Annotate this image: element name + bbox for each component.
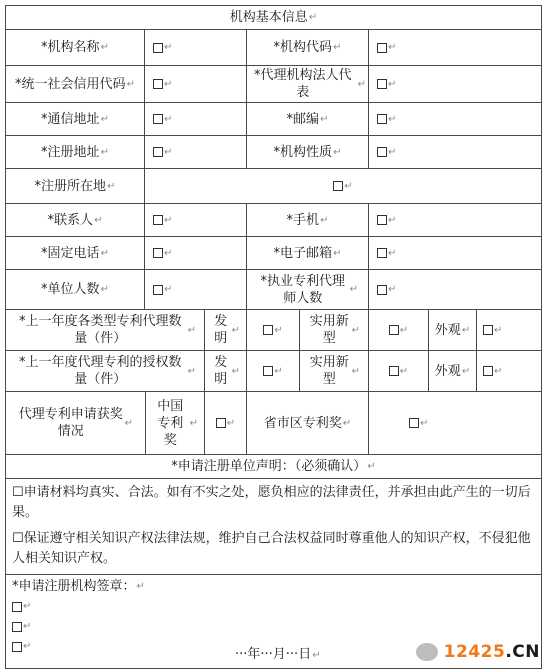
paragraph-mark: ↵ [388,146,397,158]
paragraph-mark: ↵ [274,324,283,336]
label-invention [204,309,247,351]
value-staff[interactable] [144,269,247,310]
checkbox-icon[interactable] [377,248,387,258]
label-text: *代理机构法人代表 [254,68,352,100]
value-postcode[interactable] [368,102,542,136]
paragraph-mark: ↵ [399,324,409,336]
label-text: 代理专利申请获奖情况 [18,407,123,439]
value-email[interactable] [368,236,542,270]
label-last-year-count [5,309,205,351]
value-org-name[interactable] [144,29,247,66]
paragraph-mark: ↵ [333,146,342,158]
paragraph-mark: ↵ [461,365,471,377]
paragraph-mark: ↵ [494,324,503,336]
label-utility-granted [299,350,369,392]
label-email [246,236,369,270]
label-staff [5,269,145,310]
value-phone[interactable] [144,236,247,270]
value-design-granted[interactable] [476,350,542,392]
label-mobile [246,203,369,237]
label-org-name [5,29,145,66]
paragraph-mark: ↵ [333,42,342,53]
paragraph-mark: ↵ [388,78,397,90]
paragraph-mark: ↵ [367,461,376,472]
checkbox-icon[interactable] [377,147,387,157]
checkbox-icon[interactable] [12,642,22,652]
label-text: *机构代码 [273,40,333,55]
institution-info-form [5,5,542,669]
paragraph-mark: ↵ [312,650,321,661]
label-text: *统一社会信用代码 [15,76,126,92]
paragraph-mark: ↵ [23,641,32,652]
paragraph-mark: ↵ [349,284,358,295]
label-design [428,309,477,351]
declaration-item-1[interactable]: ☐申请材料均真实、合法。如有不实之处，愿负相应的法律责任，并承担由此产生的一切后果。 [12,485,531,520]
paragraph-mark: ↵ [420,417,429,429]
checkbox-icon[interactable] [483,325,493,335]
value-contact[interactable] [144,203,247,237]
paragraph-mark: ↵ [461,324,471,336]
value-legal-rep[interactable] [368,65,542,103]
value-utility-count[interactable] [368,309,429,351]
label-text: *邮编 [286,111,320,127]
label-text: 省市区专利奖 [263,415,342,431]
label-text: *注册所在地 [34,178,107,194]
paragraph-mark: ↵ [344,180,353,192]
label-licensed-agents [246,269,369,310]
declaration-heading-text: *申请注册单位声明：（必须确认） [171,459,367,474]
paragraph-mark: ↵ [189,417,198,429]
paragraph-mark: ↵ [388,284,397,295]
declaration-heading [5,454,542,479]
value-org-nature[interactable] [368,135,542,169]
label-contact [5,203,145,237]
value-licensed-agents[interactable] [368,269,542,310]
label-text: *联系人 [47,212,94,228]
checkbox-icon[interactable] [153,147,163,157]
value-china-award[interactable] [204,391,247,455]
checkbox-icon[interactable] [12,602,22,612]
label-invention-granted [204,350,247,392]
paragraph-mark: ↵ [231,324,240,336]
label-text: *上一年度代理专利的授权数量（件） [19,355,182,387]
label-last-year-granted [5,350,205,392]
label-text: *上一年度各类型专利代理数量（件） [19,314,182,346]
checkbox-icon[interactable] [216,418,226,428]
value-provincial-award[interactable] [368,391,542,455]
paragraph-mark: ↵ [320,113,329,125]
value-reg-location[interactable] [144,168,542,204]
paragraph-mark: ↵ [187,365,196,377]
checkbox-icon[interactable] [389,366,399,376]
label-reg-location [5,168,145,204]
paragraph-mark: ↵ [388,42,397,53]
paragraph-mark: ↵ [164,113,173,125]
paragraph-mark: ↵ [164,146,173,158]
label-text: 外观 [434,322,461,338]
checkbox-icon[interactable] [153,114,163,124]
value-org-code[interactable] [368,29,542,66]
checkbox-icon[interactable] [377,79,387,89]
checkbox-icon[interactable] [153,285,163,295]
label-text: 外观 [434,363,461,379]
label-credit-code [5,65,145,103]
watermark-logo [416,642,540,662]
value-credit-code[interactable] [144,65,247,103]
value-reg-address[interactable] [144,135,247,169]
label-postcode [246,102,369,136]
paragraph-mark: ↵ [494,365,503,377]
value-mobile[interactable] [368,203,542,237]
value-invention-granted[interactable] [246,350,300,392]
paragraph-mark: ↵ [164,42,173,53]
checkbox-icon[interactable] [263,325,273,335]
paragraph-mark: ↵ [351,365,360,377]
checkbox-icon[interactable] [153,215,163,225]
paragraph-mark: ↵ [164,78,173,90]
label-text: *执业专利代理师人数 [260,273,346,306]
watermark-prefix: 12425 [443,642,506,662]
label-text: *通信地址 [41,111,100,127]
form-title-text: 机构基本信息 [229,10,308,25]
signature-label: *申请注册机构签章： [12,579,136,594]
signature-line-2[interactable] [12,617,535,637]
checkbox-icon[interactable] [377,114,387,124]
label-org-nature [246,135,369,169]
checkbox-icon[interactable] [409,418,419,428]
value-design-count[interactable] [476,309,542,351]
paragraph-mark: ↵ [23,621,32,632]
label-text: 发明 [214,355,228,387]
paragraph-mark: ↵ [126,78,135,90]
label-text: *注册地址 [41,144,100,160]
signature-line-1[interactable] [12,597,535,617]
checkbox-icon[interactable] [333,181,343,191]
paragraph-mark: ↵ [320,214,329,226]
paragraph-mark: ↵ [136,581,145,592]
label-text: *固定电话 [41,245,100,261]
checkbox-icon[interactable] [377,285,387,295]
label-design-granted [428,350,477,392]
signature-date-text: ···年···月···日 [235,647,312,662]
paragraph-mark: ↵ [164,247,173,259]
paragraph-mark: ↵ [308,12,318,23]
checkbox-icon[interactable] [389,325,399,335]
paragraph-mark: ↵ [231,365,240,377]
label-awards [5,391,146,455]
paragraph-mark: ↵ [100,113,109,125]
label-provincial-award [246,391,369,455]
label-text: 实用新型 [309,314,349,346]
paragraph-mark: ↵ [100,146,109,158]
checkbox-icon[interactable] [377,43,387,53]
label-china-award [145,391,205,455]
watermark-text [444,642,540,662]
paragraph-mark: ↵ [388,247,397,259]
label-text: *单位人数 [41,282,100,297]
checkbox-icon[interactable] [153,43,163,53]
paragraph-mark: ↵ [107,180,116,192]
declaration-body [5,478,542,575]
checkbox-icon[interactable] [153,248,163,258]
paragraph-mark: ↵ [351,324,360,336]
paragraph-mark: ↵ [124,417,133,429]
wechat-icon [416,643,438,661]
paragraph-mark: ↵ [333,247,342,259]
paragraph-mark: ↵ [226,417,236,429]
watermark-suffix: .CN [505,642,540,662]
checkbox-icon[interactable] [263,366,273,376]
checkbox-icon[interactable] [483,366,493,376]
label-text: *手机 [286,212,320,228]
label-text: 实用新型 [309,355,349,387]
label-utility [299,309,369,351]
label-org-code [246,29,369,66]
value-address[interactable] [144,102,247,136]
label-address [5,102,145,136]
paragraph-mark: ↵ [388,113,397,125]
value-utility-granted[interactable] [368,350,429,392]
label-text: *电子邮箱 [273,245,333,261]
label-legal-rep [246,65,369,103]
paragraph-mark: ↵ [399,365,409,377]
label-phone [5,236,145,270]
form-title [5,5,542,30]
label-text: 发明 [214,314,228,346]
value-invention-count[interactable] [246,309,300,351]
declaration-item-2[interactable]: ☐保证遵守相关知识产权法律法规，维护自己合法权益同时尊重他人的知识产权，不侵犯他人相关知识产权。 [12,531,531,566]
checkbox-icon[interactable] [153,79,163,89]
paragraph-mark: ↵ [388,214,397,226]
paragraph-mark: ↵ [187,324,196,336]
checkbox-icon[interactable] [12,622,22,632]
paragraph-mark: ↵ [164,284,173,295]
paragraph-mark: ↵ [94,214,103,226]
label-text: *机构名称 [41,40,100,55]
paragraph-mark: ↵ [100,284,109,295]
paragraph-mark: ↵ [100,247,109,259]
signature-label-line [12,577,535,597]
paragraph-mark: ↵ [357,78,366,90]
signature-date [235,643,321,662]
label-text: 中国专利奖 [157,398,184,448]
paragraph-mark: ↵ [342,417,352,429]
label-reg-address [5,135,145,169]
paragraph-mark: ↵ [274,365,283,377]
label-text: *机构性质 [273,144,333,160]
paragraph-mark: ↵ [100,42,109,53]
checkbox-icon[interactable] [377,215,387,225]
paragraph-mark: ↵ [164,214,173,226]
paragraph-mark: ↵ [23,601,32,612]
